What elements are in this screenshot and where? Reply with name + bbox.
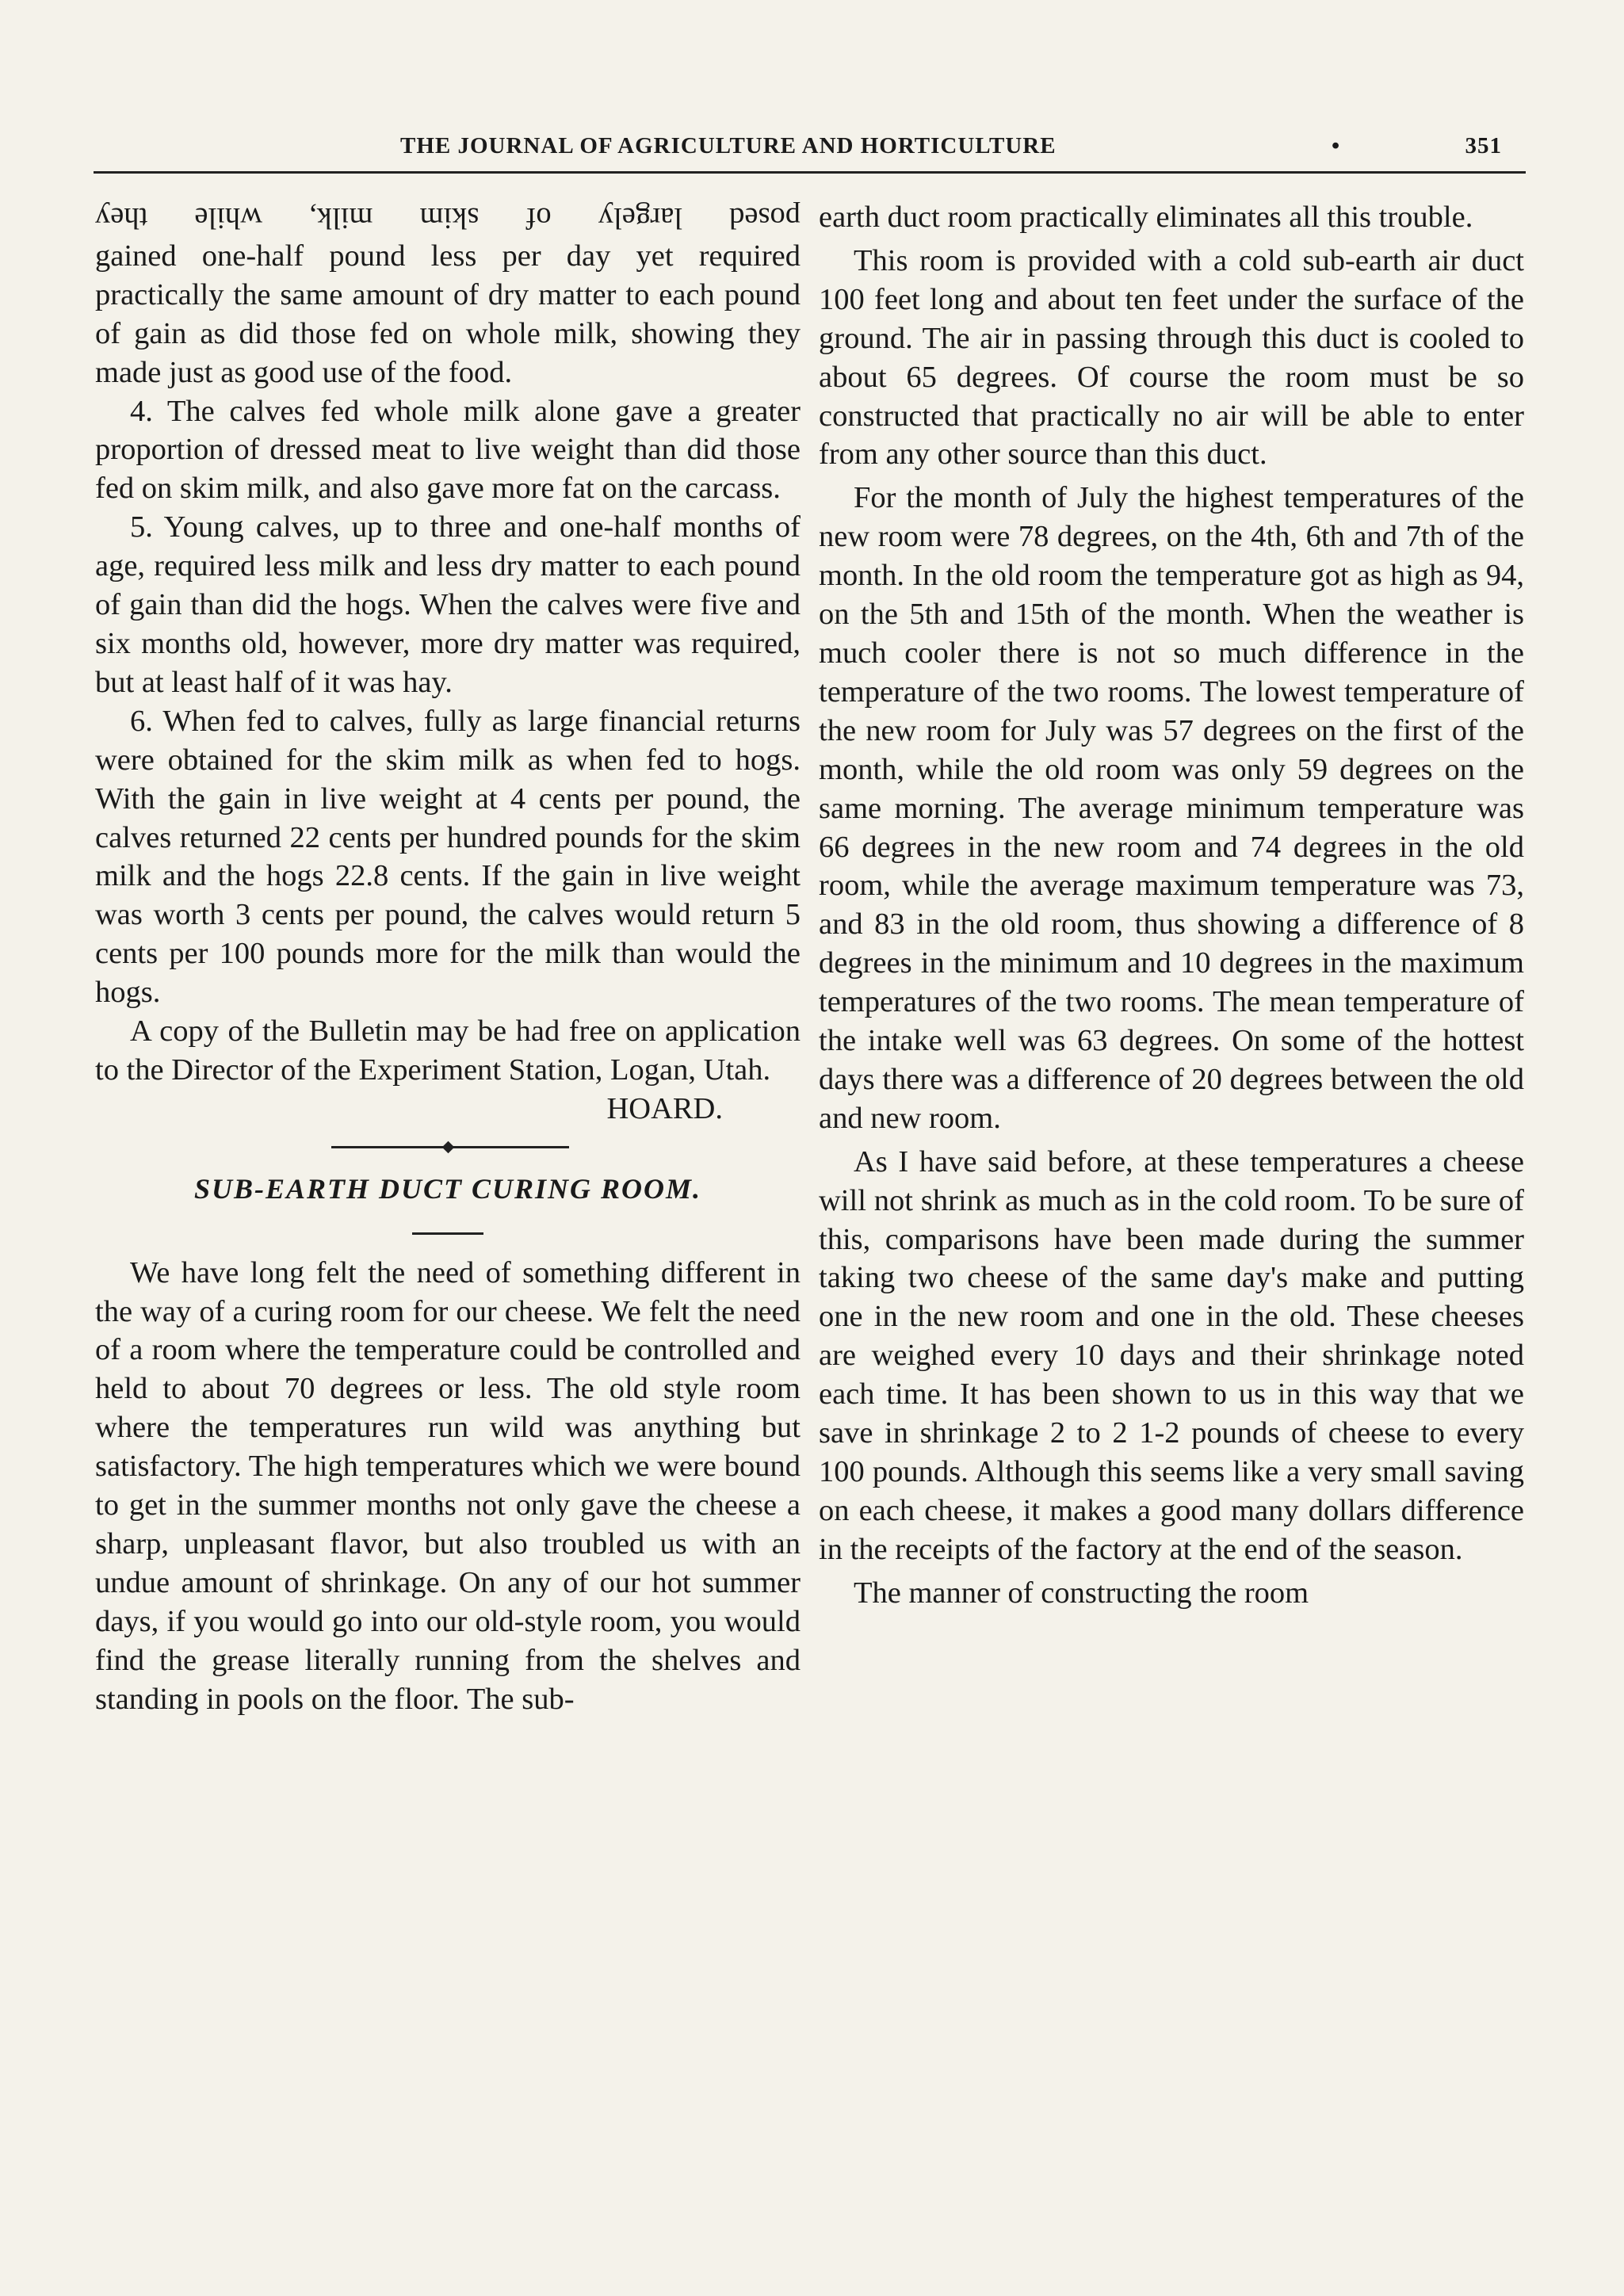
page-number: 351: [1465, 133, 1502, 159]
paragraph-air-duct: This room is provided with a cold sub-earth air duct 100 feet long and about ten feet under the surface of the ground. The air in passing through this duct is cooled to about 65 degrees. Of course the room must be so constructed that practically no air will be able to enter from any other source than this duct.: [819, 243, 1524, 472]
paragraph-item-6: 6. When fed to calves, fully as large financial returns were obtained for the skim milk as when fed to hogs. With the gain in live weight at 4 cents per pound, the calves returned 22 cents per hundred pounds for the skim milk and the hogs 22.8 cents. If the gain in live weight was worth 3 cents per pound, the calves would return 5 cents per 100 pounds more for the milk than would the hogs.: [95, 704, 801, 1010]
paragraph-shrinkage: As I have said before, at these temperatures a cheese will not shrink as much as in the cold room. To be sure of this, comparisons have been made during the summer taking two cheese of the same day's make and putting one in the new room and one in the old. These cheeses are weighed every 10 days and their shrinkage noted each time. It has been shown to us in this way that we save in shrinkage 2 to 2 1-2 pounds of cheese to every 100 pounds. Although this seems like a very small saving on each cheese, it makes a good many dollars difference in the receipts of the factory at the end of the season.: [819, 1144, 1524, 1566]
section-heading: SUB-EARTH DUCT CURING ROOM.: [193, 1172, 702, 1205]
paragraph-item-4: 4. The calves fed whole milk alone gave a greater proportion of dressed meat to live weight than did those fed on skim milk, and also gave more fat on the carcass.: [95, 394, 801, 506]
header-dot: •: [1332, 133, 1341, 159]
left-column: [95, 198, 801, 1719]
paragraph-july-temperatures: For the month of July the highest temperatures of the new room were 78 degrees, on the 4th, 6th and 7th of the month. In the old room the temperature got as high as 94, on the 5th and 15th of the month. When the weather is much cooler there is not so much difference in the temperature of the two rooms. The lowest temperature of the new room for July was 57 degrees on the first of the month, while the old room was only 59 degrees on the same morning. The average minimum temperature was 66 degrees in the new room and 74 degrees in the old room, while the average maximum temperature was 73, and 83 in the old room, thus showing a difference of 8 degrees in the minimum and 10 degrees in the maximum temperatures of the two rooms. The mean temperature of the intake well was 63 degrees. On some of the hottest days there was a difference of 20 degrees between the old and new room.: [819, 481, 1524, 1135]
paragraph-continued-right: earth duct room practically eliminates all this trouble.: [819, 201, 1473, 234]
paragraph-continued: gained one-half pound less per day yet required practically the same amount of dry matter to each pound of gain as did those fed on whole milk, showing they made just as good use of the food.: [95, 239, 801, 389]
signature: HOARD.: [606, 1091, 723, 1125]
paragraph-bulletin: A copy of the Bulletin may be had free on application to the Director of the Experiment Station, Logan, Utah.: [95, 1014, 801, 1087]
paragraph-item-5: 5. Young calves, up to three and one-half months of age, required less milk and less dry matter to each pound of gain than did the hogs. When the calves were five and six months old, however, more dry matter was required, but at least half of it was hay.: [95, 510, 801, 699]
journal-title: THE JOURNAL OF AGRICULTURE AND HORTICULTURE: [400, 133, 1057, 159]
paragraph-curing-room: We have long felt the need of something different in the way of a curing room for our cheese. We felt the need of a room where the temperature could be controlled and held to about 70 degrees or less. The old style room where the temperatures run wild was anything but satisfactory. The high temperatures which we were bound to get in the summer months not only gave the cheese a sharp, unpleasant flavor, but also troubled us with an undue amount of shrinkage. On any of our hot summer days, if you would go into our old-style room, you would find the grease literally running from the shelves and standing in pools on the floor. The sub-: [95, 1255, 801, 1716]
right-column: [819, 198, 1524, 1613]
paragraph-construction: The manner of constructing the room: [854, 1576, 1309, 1610]
heading-rule: [412, 1232, 483, 1235]
running-header: [95, 133, 1526, 170]
header-rule: [94, 171, 1526, 174]
section-divider: [95, 1137, 801, 1160]
upside-down-line: posed largely of skim milk, while they: [95, 201, 801, 235]
divider-ornament: [442, 1140, 455, 1153]
